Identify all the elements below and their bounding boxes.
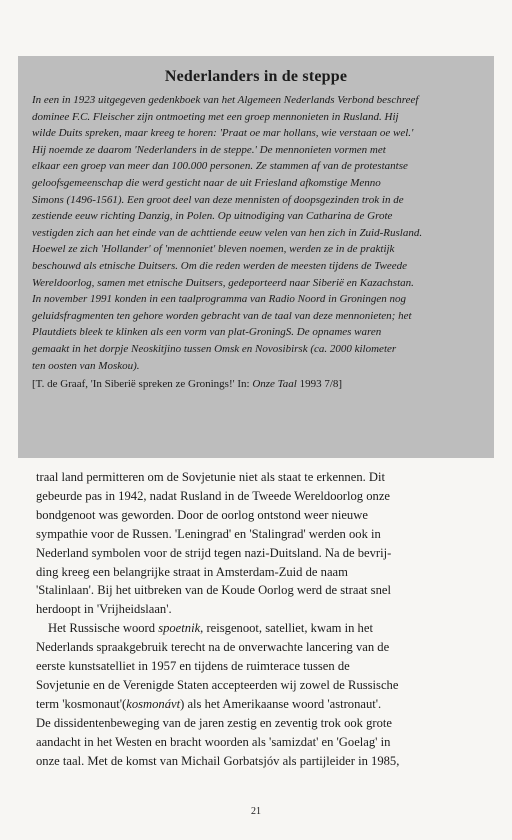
body-line: sympathie voor de Russen. 'Leningrad' en 'Stalingrad' werden ook in (36, 526, 381, 541)
body-line: 'Stalinlaan'. Bij het uitbreken van de Koude Oorlog werd de straat snel (36, 583, 391, 598)
p2-text: Het Russische woord (48, 621, 159, 636)
body-line: traal land permitteren om de Sovjetunie niet als staat te erkennen. Dit (36, 470, 386, 484)
body-line: Nederlands spraakgebruik terecht na de onverwachte lancering van de (36, 640, 390, 655)
body-line: onze taal. Met de komst van Michail Gorbatsjóv als partijleider in 1985, (36, 753, 400, 768)
source-suffix: 1993 7/8] (296, 378, 343, 391)
p2-text-suffix: , reisgenoot, satelliet, kwam in het (200, 621, 373, 636)
body-line: De dissidentenbeweging van de jaren zestig en zeventig trok ook grote (36, 715, 393, 730)
body-line: eerste kunstsatelliet in 1957 en tijdens de ruimterace tussen de (36, 659, 350, 674)
box-text-line: dominee F.C. Fleischer zijn ontmoeting met een groep mennonieten in Rusland. Hij (32, 110, 399, 123)
term-suffix: ) als het Amerikaanse woord 'astronaut'. (180, 696, 382, 711)
box-text-line: elkaar een groep van meer dan 100.000 personen. Ze stammen af van de protestantse (32, 160, 408, 173)
body-line: ding kreeg een belangrijke straat in Amsterdam-Zuid de naam (36, 564, 348, 579)
paragraph-2-lines-b (36, 714, 482, 771)
box-text-line: Simons (1496-1561). Een groot deel van deze mennisten of doopsgezinden trok in de (32, 193, 404, 206)
p2-italic-word: spoetnik (158, 621, 201, 636)
source-prefix: [T. de Graaf, 'In Siberië spreken ze Gronings!' In: (32, 378, 253, 391)
box-text-line: Wereldoorlog, samen met etnische Duitsers, gedeporteerd naar Siberië en Kazachstan. (32, 276, 414, 289)
paragraph-2-term-line (36, 695, 482, 714)
body-line: gebeurde pas in 1942, nadat Rusland in de Tweede Wereldoorlog onze (36, 488, 391, 503)
box-text-line: geluidsfragmenten ten gehore worden gebracht van de taal van deze mennonieten; het (32, 309, 412, 322)
box-text-line: zestiende eeuw richting Danzig, in Polen. Op uitnodiging van Catharina de Grote (32, 210, 393, 223)
paragraph-1 (36, 468, 482, 619)
box-text-line: In een in 1923 uitgegeven gedenkboek van het Algemeen Nederlands Verbond beschreef (32, 94, 419, 106)
body-line: Sovjetunie en de Verenigde Staten accepteerden wij zowel de Russische (36, 677, 399, 692)
body-line: bondgenoot was geworden. Door de oorlog ontstond weer nieuwe (36, 507, 368, 522)
term-italic: kosmonávt (126, 696, 181, 711)
box-text-line: gemaakt in het dorpje Neoskitjino tussen Omsk en Novosibirsk (ca. 2000 kilometer (32, 342, 397, 355)
term-prefix: term 'kosmonaut'( (36, 696, 127, 711)
box-text-line: beschouwd als etnische Duitsers. Om die reden werden de meesten tijdens de Tweede (32, 259, 408, 272)
source-journal: Onze Taal (252, 378, 297, 391)
box-text-line: geloofsgemeenschap die werd gesticht naar de uit Friesland afkomstige Menno (32, 176, 381, 189)
box-text-line: Hoewel ze zich 'Hollander' of 'mennoniet' bleven noemen, werden ze in de praktijk (32, 243, 395, 256)
box-text-line: ten oosten van Moskou). (32, 359, 140, 372)
body-text (36, 468, 482, 771)
box-text-line: Hij noemde ze daarom 'Nederlanders in de steppe.' De mennonieten vormen met (32, 143, 386, 156)
box-text-line: wilde Duits spreken, maar kreeg te horen: 'Praat oe mar hollans, wie verstaan oe wel.' (32, 127, 414, 140)
box-title: Nederlanders in de steppe (164, 68, 348, 85)
page-number: 21 (251, 806, 261, 817)
box-text-line: Plautdiets bleek te klinken als een vorm van plat-GroningS. De opnames waren (32, 326, 382, 339)
box-text (32, 92, 480, 374)
box-text-line: vestigden zich aan het einde van de achttiende eeuw velen van hen zich in Zuid-Rusland. (32, 226, 423, 239)
body-line: herdoopt in 'Vrijheidslaan'. (36, 602, 172, 617)
box-text-line: In november 1991 konden in een taalprogramma van Radio Noord in Groningen nog (32, 293, 406, 306)
box-source (32, 376, 480, 393)
sidebar-box (18, 56, 494, 458)
body-line: Nederland symbolen voor de strijd tegen nazi-Duitsland. Na de bevrij- (36, 545, 392, 560)
paragraph-2-lines-a (36, 638, 482, 695)
body-line: aandacht in het Westen en bracht woorden als 'samizdat' en 'Goelag' in (36, 734, 391, 749)
paragraph-2-first-line (36, 619, 482, 638)
